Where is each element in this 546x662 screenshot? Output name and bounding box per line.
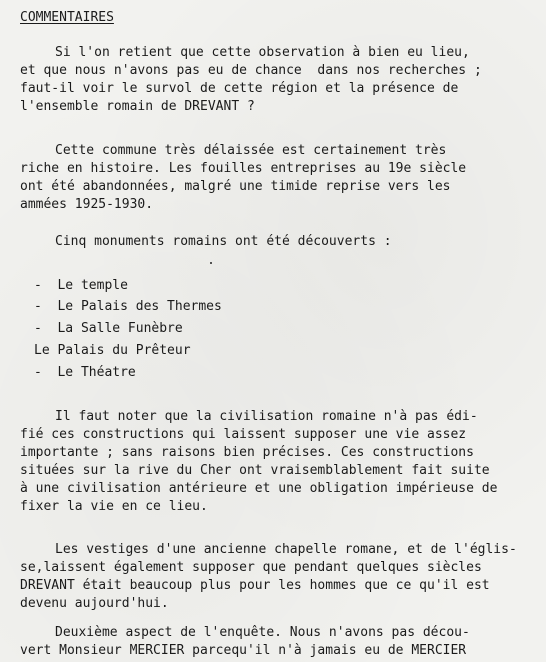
- paragraph-3-line-2: fié ces constructions qui laissent supposer une vie assez: [20, 427, 467, 442]
- paragraph-3-line-4: situées sur la rive du Cher ont vraisemblablement fait suite: [20, 463, 490, 478]
- paragraph-2-line-4: ammées 1925-1930.: [20, 197, 154, 212]
- paragraph-4-line-4: devenu aujourd'hui.: [20, 596, 169, 611]
- paragraph-3-line-5: à une civilisation antérieure et une obligation impérieuse de: [20, 481, 498, 496]
- monument-item: - Le Palais des Thermes: [34, 299, 222, 314]
- paragraph-1-line-3: faut-il voir le survol de cette région et la présence de: [20, 81, 459, 96]
- monument-item: - La Salle Funèbre: [34, 321, 183, 336]
- paragraph-3-line-3: importante ; sans raisons bien précises. Ces constructions: [20, 445, 474, 460]
- paragraph-1-line-2: et que nous n'avons pas eu de chance dans nos recherches ;: [20, 63, 482, 78]
- paragraph-1-line-1: Si l'on retient que cette observation à bien eu lieu,: [55, 45, 470, 60]
- paragraph-5-line-2: vert Monsieur MERCIER parcequ'il n'à jamais eu de MERCIER: [20, 643, 467, 658]
- paragraph-4-line-3: DREVANT était beaucoup plus pour les hommes que ce qu'il est: [20, 578, 490, 593]
- stray-mark: [210, 262, 212, 264]
- paragraph-4-line-1: Les vestiges d'une ancienne chapelle romane, et de l'églis-: [55, 542, 517, 557]
- paragraph-4-line-2: se,laissent également supposer que pendant quelques siècles: [20, 560, 482, 575]
- paragraph-2-line-3: ont été abandonnées, malgré une timide reprise vers les: [20, 179, 451, 194]
- monument-item: - Le Théatre: [34, 365, 136, 380]
- monument-item: Le Palais du Prêteur: [34, 343, 191, 358]
- list-intro: Cinq monuments romains ont été découverts :: [55, 234, 392, 249]
- monument-item: - Le temple: [34, 278, 128, 293]
- paragraph-3-line-6: fixer la vie en ce lieu.: [20, 499, 208, 514]
- paragraph-5-line-1: Deuxième aspect de l'enquête. Nous n'avons pas décou-: [55, 625, 470, 640]
- paragraph-3-line-1: Il faut noter que la civilisation romaine n'à pas édi-: [55, 409, 478, 424]
- paragraph-2-line-1: Cette commune très délaissée est certainement très: [55, 143, 447, 158]
- paragraph-1-line-4: l'ensemble romain de DREVANT ?: [20, 99, 255, 114]
- page-title: COMMENTAIRES: [20, 10, 114, 25]
- paragraph-2-line-2: riche en histoire. Les fouilles entreprises au 19e siècle: [20, 161, 467, 176]
